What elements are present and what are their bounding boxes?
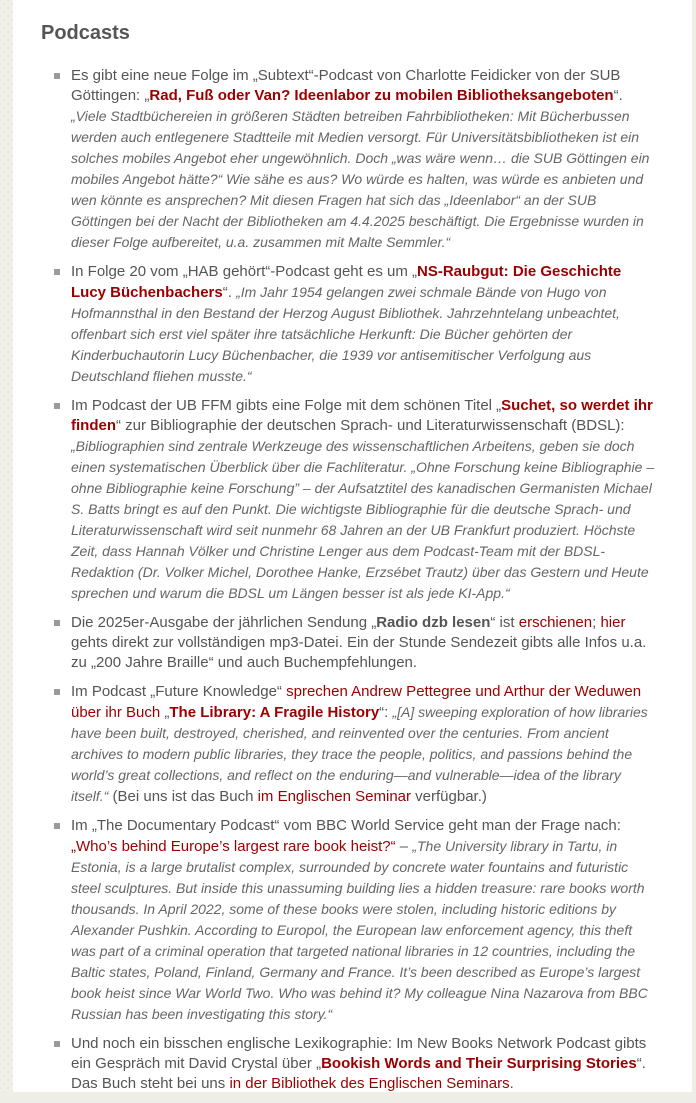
list-item: Und noch ein bisschen englische Lexikographie: Im New Books Network Podcast gibts ein Gespräch mit David Crystal über „Bookish Words and Their Surprising Stories“. Das Buch steht bei uns in der Bibliothek des Englischen Seminars. — [41, 1034, 655, 1094]
bullet-icon — [54, 689, 60, 695]
quote: „Im Jahr 1954 gelangen zwei schmale Bände von Hugo von Hofmannsthal in den Bestand der Herzog August Bibliothek. Jahrzehntelang unbeachtet, offenbart sich erst viel später ihre tatsächliche Herkunft: Die Bücher gehörten der Kinderbuchautorin Lucy Büchenbacher, die 1939 vor antisemitischer Verfolgung aus Deutschland fliehen musste.“ — [71, 284, 620, 384]
bullet-icon — [54, 823, 60, 829]
list-item: Im Podcast „Future Knowledge“ sprechen Andrew Pettegree und Arthur der Weduwen über ihr Buch „The Library: A Fragile History“: „[A] sweeping exploration of how libraries have been built, destroyed, cherished, and reinvented over the centuries. From ancient archives to modern public libraries, they trace the people, politics, and passions behind the world’s great collections, and reflect on the enduring—and vulnerable—idea of the library itself.“ (Bei uns ist das Buch im Englischen Seminar verfügbar.) — [41, 682, 655, 807]
mp3-link[interactable]: hier — [600, 614, 626, 631]
bullet-icon — [54, 620, 60, 626]
list-item: Im „The Documentary Podcast“ vom BBC World Service geht man der Frage nach: „Who’s behind Europe’s largest rare book heist?“ – „The University library in Tartu, in Estonia, is a large brutalist complex, surrounded by concrete water fountains and futuristic steel sculptures. But inside this unassuming building lies a hidden treasure: rare books worth thousands. In April 2022, some of these books were stolen, including historic editions by Alexander Pushkin. According to Europol, the European law enforcement agency, this theft was part of a criminal operation that targeted national libraries in 12 countries, including the Baltic states, Poland, Finland, Germany and France. It’s been described as Europe’s largest book heist since War World Two. Who was behind it? My colleague Nina Nazarova from BBC Russian has been investigating this story.“ — [41, 816, 655, 1025]
catalog-link[interactable]: im Englischen Seminar — [257, 788, 411, 805]
list-item: Die 2025er-Ausgabe der jährlichen Sendung „Radio dzb lesen“ ist erschienen; hier gehts direkt zur vollständigen mp3-Datei. Ein der Stunde Sendezeit gibts alle Infos u.a. zu „200 Jahre Braille“ und auch Buchempfehlungen. — [41, 613, 655, 673]
bullet-icon — [54, 403, 60, 409]
episode-link[interactable]: NS-Raubgut: Die Geschichte Lucy Büchenbachers — [71, 263, 622, 301]
quote: „Viele Stadtbüchereien in größeren Städten betreiben Fahrbibliotheken: Mit Bücherbussen werden auch entlegenere Stadtteile mit Medien versorgt. Für Universitätsbibliotheken ist ein solches mobiles Angebot eher ungewöhnlich. Doch „was wäre wenn… die SUB Göttingen ein mobiles Angebot hätte?“ Wie sähe es aus? Wo würde es halten, was würde es anbieten und wen könnte es ansprechen? Mit diesen Fragen hat sich das „Ideenlabor“ an der SUB Göttingen bei der Nacht der Bibliotheken am 4.4.2025 beschäftigt. Die Ergebnisse wurden in dieser Folge aufbereitet, u.a. zusammen mit Malte Semmler.“ — [71, 108, 650, 250]
bullet-icon — [54, 1041, 60, 1047]
quote: „Bibliographien sind zentrale Werkzeuge des wissenschaftlichen Arbeitens, geben sie doch einen systematischen Überblick über die Fachliteratur. „Ohne Forschung keine Bibliographie – ohne Bibliographie keine Forschung” – der Aufsatztitel des kanadischen Germanisten Michael S. Batts bringt es auf den Punkt. Die wichtigste Bibliographie für die deutsche Sprach- und Literaturwissenschaft wird seit nunmehr 68 Jahren an der UB Frankfurt produziert. Höchste Zeit, dass Hannah Völker und Christine Lenger aus dem Podcast-Team mit der BDSL-Redaktion (Dr. Volker Michel, Dorothee Hanke, Erzsébet Trautz) über das Gestern und Heute sprechen und warum die BDSL um Längen besser ist als jede KI-App.“ — [71, 438, 655, 601]
section-title: Podcasts — [41, 22, 130, 44]
bullet-icon — [54, 269, 60, 275]
episode-link[interactable]: Suchet, so werdet ihr finden — [71, 397, 653, 434]
right-border — [692, 0, 696, 1092]
bullet-icon — [54, 73, 60, 79]
book-link[interactable]: The Library: A Fragile History — [169, 704, 380, 721]
list-item: Es gibt eine neue Folge im „Subtext“-Podcast von Charlotte Feidicker von der SUB Göttingen: „Rad, Fuß oder Van? Ideenlabor zu mobilen Bibliotheksangeboten“. „Viele Stadtbüchereien in größeren Städten betreiben Fahrbibliotheken: Mit Bücherbussen werden auch entlegenere Stadtteile mit Medien versorgt. Für Universitätsbibliotheken ist ein solches mobiles Angebot eher ungewöhnlich. Doch „was wäre wenn… die SUB Göttingen ein mobiles Angebot hätte?“ Wie sähe es aus? Wo würde es halten, was würde es anbieten und wen könnte es ansprechen? Mit diesen Fragen hat sich das „Ideenlabor“ an der SUB Göttingen bei der Nacht der Bibliotheken am 4.4.2025 beschäftigt. Die Ergebnisse wurden in dieser Folge aufbereitet, u.a. zusammen mit Malte Semmler.“ — [41, 66, 655, 253]
podcast-list — [41, 66, 655, 1103]
episode-link[interactable]: „Who’s behind Europe’s largest rare book heist?“ — [71, 838, 396, 855]
quote: „[A] sweeping exploration of how libraries have been built, destroyed, cherished, and reinvented over the centuries. From ancient archives to modern public libraries, they trace the people, politics, and passions behind the world’s great collections, and reflect on the enduring—and vulnerable—idea of the library itself.“ — [71, 704, 648, 804]
catalog-link[interactable]: in der Bibliothek des Englischen Seminars — [229, 1075, 510, 1092]
episode-link[interactable]: sprechen Andrew Pettegree und Arthur der Weduwen über ihr Buch — [71, 683, 642, 721]
background-pattern — [0, 0, 13, 1092]
quote: „The University library in Tartu, in Estonia, is a large brutalist complex, surrounded by concrete water fountains and futuristic steel sculptures. But inside this unassuming building lies a hidden treasure: rare books worth thousands. In April 2022, some of these books were stolen, including historic editions by Alexander Pushkin. According to Europol, the European law enforcement agency, this theft was part of a criminal operation that targeted national libraries in 12 countries, including the Baltic states, Poland, Finland, Germany and France. It’s been described as Europe’s largest book heist since War World Two. Who was behind it? My colleague Nina Nazarova from BBC Russian has been investigating this story.“ — [71, 838, 648, 1022]
list-item: In Folge 20 vom „HAB gehört“-Podcast geht es um „NS-Raubgut: Die Geschichte Lucy Büchenbachers“. „Im Jahr 1954 gelangen zwei schmale Bände von Hugo von Hofmannsthal in den Bestand der Herzog August Bibliothek. Jahrzehntelang unbeachtet, offenbart sich erst viel später ihre tatsächliche Herkunft: Die Bücher gehörten der Kinderbuchautorin Lucy Büchenbacher, die 1939 vor antisemitischer Verfolgung aus Deutschland fliehen musste.“ — [41, 262, 655, 387]
published-link[interactable]: erschienen — [518, 614, 593, 631]
episode-link[interactable]: Bookish Words and Their Surprising Stories — [321, 1055, 637, 1072]
list-item: Im Podcast der UB FFM gibts eine Folge mit dem schönen Titel „Suchet, so werdet ihr finden“ zur Bibliographie der deutschen Sprach- und Literaturwissenschaft (BDSL): „Bibliographien sind zentrale Werkzeuge des wissenschaftlichen Arbeitens, geben sie doch einen systematischen Überblick über die Fachliteratur. „Ohne Forschung keine Bibliographie – ohne Bibliographie keine Forschung” – der Aufsatztitel des kanadischen Germanisten Michael S. Batts bringt es auf den Punkt. Die wichtigste Bibliographie für die deutsche Sprach- und Literaturwissenschaft wird seit nunmehr 68 Jahren an der UB Frankfurt produziert. Höchste Zeit, dass Hannah Völker und Christine Lenger aus dem Podcast-Team mit der BDSL-Redaktion (Dr. Volker Michel, Dorothee Hanke, Erzsébet Trautz) über das Gestern und Heute sprechen und warum die BDSL um Längen besser ist als jede KI-App.“ — [41, 396, 655, 604]
show-title: Radio dzb lesen — [376, 614, 491, 631]
episode-link[interactable]: Rad, Fuß oder Van? Ideenlabor zu mobilen Bibliotheksangeboten — [149, 87, 614, 104]
